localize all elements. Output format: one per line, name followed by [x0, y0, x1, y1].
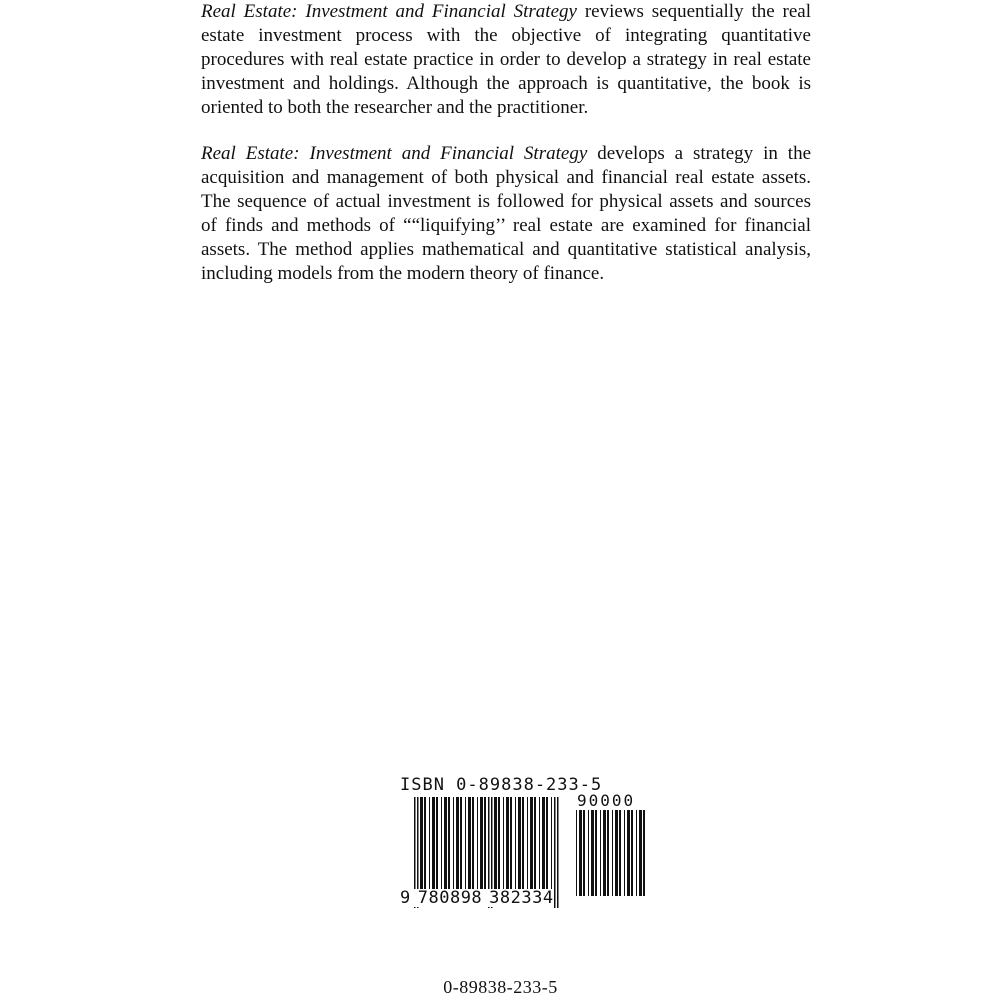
barcode-bar — [522, 797, 524, 892]
book-title-italic: Real Estate: Investment and Financial Strategy — [201, 143, 588, 164]
blurb-paragraph-2-text: develops a strategy in the acquisition and management of both physical and financial real estate assets. The sequence of actual investment is followed for physical assets and sources of finds and methods of ““liquifying’’ real estate are examined for financial assets. The method applies mathematical and quantitative statistical analysis, including models from the modern theory of finance. — [201, 143, 811, 284]
barcode-bar — [429, 797, 430, 892]
barcode-bar — [484, 797, 486, 892]
barcode-bar — [615, 810, 618, 896]
barcode-bar — [530, 797, 533, 892]
barcode-bar — [432, 797, 435, 892]
barcode-bar — [612, 810, 613, 896]
book-title-italic: Real Estate: Investment and Financial Strategy — [201, 1, 577, 22]
barcode-bar — [600, 810, 601, 896]
footer-isbn: 0-89838-233-5 — [443, 977, 558, 997]
barcode-bar — [480, 797, 483, 892]
barcode-guard-bar — [557, 797, 559, 908]
barcode-bar — [472, 797, 474, 892]
barcode-bar — [448, 797, 450, 892]
barcode-bar — [627, 810, 630, 896]
barcode-digit-right-group: 382334 — [489, 888, 554, 908]
barcode-bar — [588, 810, 589, 896]
barcode-bar — [539, 797, 540, 892]
barcode-bar — [453, 797, 454, 892]
barcode-bar — [494, 797, 497, 892]
blurb-paragraph-1-text: reviews sequentially the real estate investment process with the objective of integrating quantitative procedures with real estate practice in order to develop a strategy in real estate investment and holdings. Although the approach is quantitative, the book is oriented to both the researcher and the practitioner. — [201, 1, 811, 118]
barcode-digit-first: 9 — [400, 888, 411, 908]
barcode-bar — [546, 797, 548, 892]
barcode-bar — [460, 797, 462, 892]
barcode-bar — [595, 810, 597, 896]
barcode-bar — [624, 810, 625, 896]
barcode-bar — [510, 797, 512, 892]
barcode-guard-bar — [554, 797, 556, 908]
barcode-bar — [551, 797, 552, 892]
barcode-bar — [424, 797, 426, 892]
barcode-price-code: 90000 — [577, 791, 636, 810]
barcode-bar — [468, 797, 471, 892]
barcode-bar — [456, 797, 459, 892]
barcode-digits — [400, 889, 554, 907]
barcode-bar — [515, 797, 516, 892]
barcode-bar — [639, 810, 642, 896]
barcode-bar — [503, 797, 504, 892]
barcode-digit-left-group: 780898 — [417, 888, 483, 908]
barcode-bar — [420, 797, 423, 892]
barcode-bar — [631, 810, 633, 896]
barcode-bar — [534, 797, 536, 892]
barcode-bar — [436, 797, 438, 892]
barcode-bar — [465, 797, 466, 892]
barcode-bar — [518, 797, 521, 892]
barcode-bar — [643, 810, 645, 896]
barcode-bar — [542, 797, 545, 892]
barcode-bar — [441, 797, 442, 892]
barcode-bar — [619, 810, 621, 896]
barcode-isbn-label: ISBN 0-89838-233-5 — [400, 775, 603, 795]
barcode-bar — [603, 810, 606, 896]
barcode-bar — [579, 810, 582, 896]
barcode-bar — [498, 797, 500, 892]
barcode-bar — [576, 810, 577, 896]
barcode-bar — [506, 797, 509, 892]
barcode-bar — [636, 810, 637, 896]
barcode-bar — [607, 810, 609, 896]
barcode-bar — [477, 797, 478, 892]
barcode-bar — [583, 810, 585, 896]
barcode-bar — [591, 810, 594, 896]
barcode-bar — [444, 797, 447, 892]
barcode-bar — [527, 797, 528, 892]
